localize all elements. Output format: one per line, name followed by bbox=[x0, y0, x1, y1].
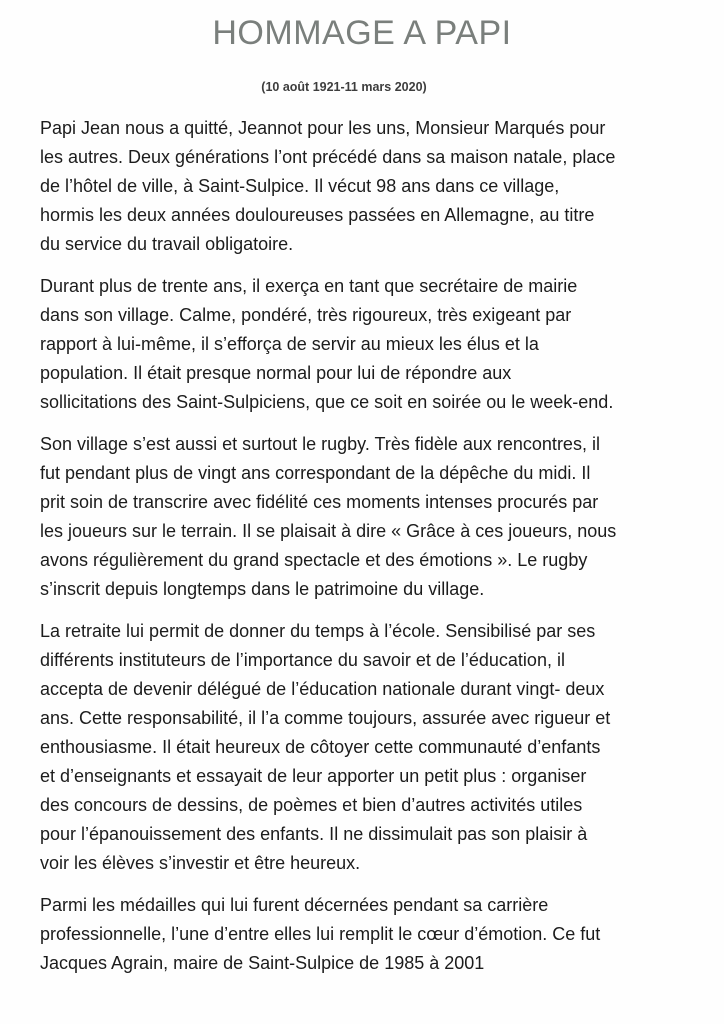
text-line: accepta de devenir délégué de l’éducation nationale durant vingt- deux bbox=[40, 679, 605, 699]
text-line: population. Il était presque normal pour lui de répondre aux bbox=[40, 363, 512, 383]
paragraph-5 bbox=[40, 891, 700, 978]
text-line: les autres. Deux générations l’ont précédé dans sa maison natale, place bbox=[40, 147, 616, 167]
paragraph-2 bbox=[40, 272, 700, 417]
text-line: prit soin de transcrire avec fidélité ces moments intenses procurés par bbox=[40, 492, 599, 512]
text-line: Son village s’est aussi et surtout le rugby. Très fidèle aux rencontres, il bbox=[40, 434, 600, 454]
paragraph-4 bbox=[40, 617, 700, 878]
document-title: HOMMAGE A PAPI bbox=[212, 14, 512, 52]
text-line: ans. Cette responsabilité, il l’a comme toujours, assurée avec rigueur et bbox=[40, 708, 611, 728]
text-line: pour l’épanouissement des enfants. Il ne dissimulait pas son plaisir à bbox=[40, 824, 588, 844]
text-line: les joueurs sur le terrain. Il se plaisait à dire « Grâce à ces joueurs, nous bbox=[40, 521, 617, 541]
text-line: hormis les deux années douloureuses passées en Allemagne, au titre bbox=[40, 205, 595, 225]
text-line: du service du travail obligatoire. bbox=[40, 234, 294, 254]
text-line: Jacques Agrain, maire de Saint-Sulpice de 1985 à 2001 bbox=[40, 953, 485, 973]
document-dates: (10 août 1921-11 mars 2020) bbox=[261, 80, 427, 94]
text-line: des concours de dessins, de poèmes et bien d’autres activités utiles bbox=[40, 795, 583, 815]
document-body bbox=[40, 114, 700, 991]
text-line: voir les élèves s’investir et être heureux. bbox=[40, 853, 361, 873]
text-line: Parmi les médailles qui lui furent décernées pendant sa carrière bbox=[40, 895, 549, 915]
text-line: différents instituteurs de l’importance du savoir et de l’éducation, il bbox=[40, 650, 565, 670]
paragraph-3 bbox=[40, 430, 700, 604]
text-line: Durant plus de trente ans, il exerça en tant que secrétaire de mairie bbox=[40, 276, 578, 296]
text-line: et d’enseignants et essayait de leur apporter un petit plus : organiser bbox=[40, 766, 587, 786]
text-line: avons régulièrement du grand spectacle et des émotions ». Le rugby bbox=[40, 550, 588, 570]
text-line: dans son village. Calme, pondéré, très rigoureux, très exigeant par bbox=[40, 305, 572, 325]
text-line: professionnelle, l’une d’entre elles lui remplit le cœur d’émotion. Ce fut bbox=[40, 924, 601, 944]
text-line: enthousiasme. Il était heureux de côtoyer cette communauté d’enfants bbox=[40, 737, 601, 757]
text-line: de l’hôtel de ville, à Saint-Sulpice. Il vécut 98 ans dans ce village, bbox=[40, 176, 560, 196]
text-line: La retraite lui permit de donner du temps à l’école. Sensibilisé par ses bbox=[40, 621, 596, 641]
text-line: fut pendant plus de vingt ans correspondant de la dépêche du midi. Il bbox=[40, 463, 591, 483]
text-line: sollicitations des Saint-Sulpiciens, que ce soit en soirée ou le week-end. bbox=[40, 392, 614, 412]
text-line: Papi Jean nous a quitté, Jeannot pour les uns, Monsieur Marqués pour bbox=[40, 118, 606, 138]
text-line: s’inscrit depuis longtemps dans le patrimoine du village. bbox=[40, 579, 485, 599]
paragraph-1 bbox=[40, 114, 700, 259]
text-line: rapport à lui-même, il s’efforça de servir au mieux les élus et la bbox=[40, 334, 539, 354]
